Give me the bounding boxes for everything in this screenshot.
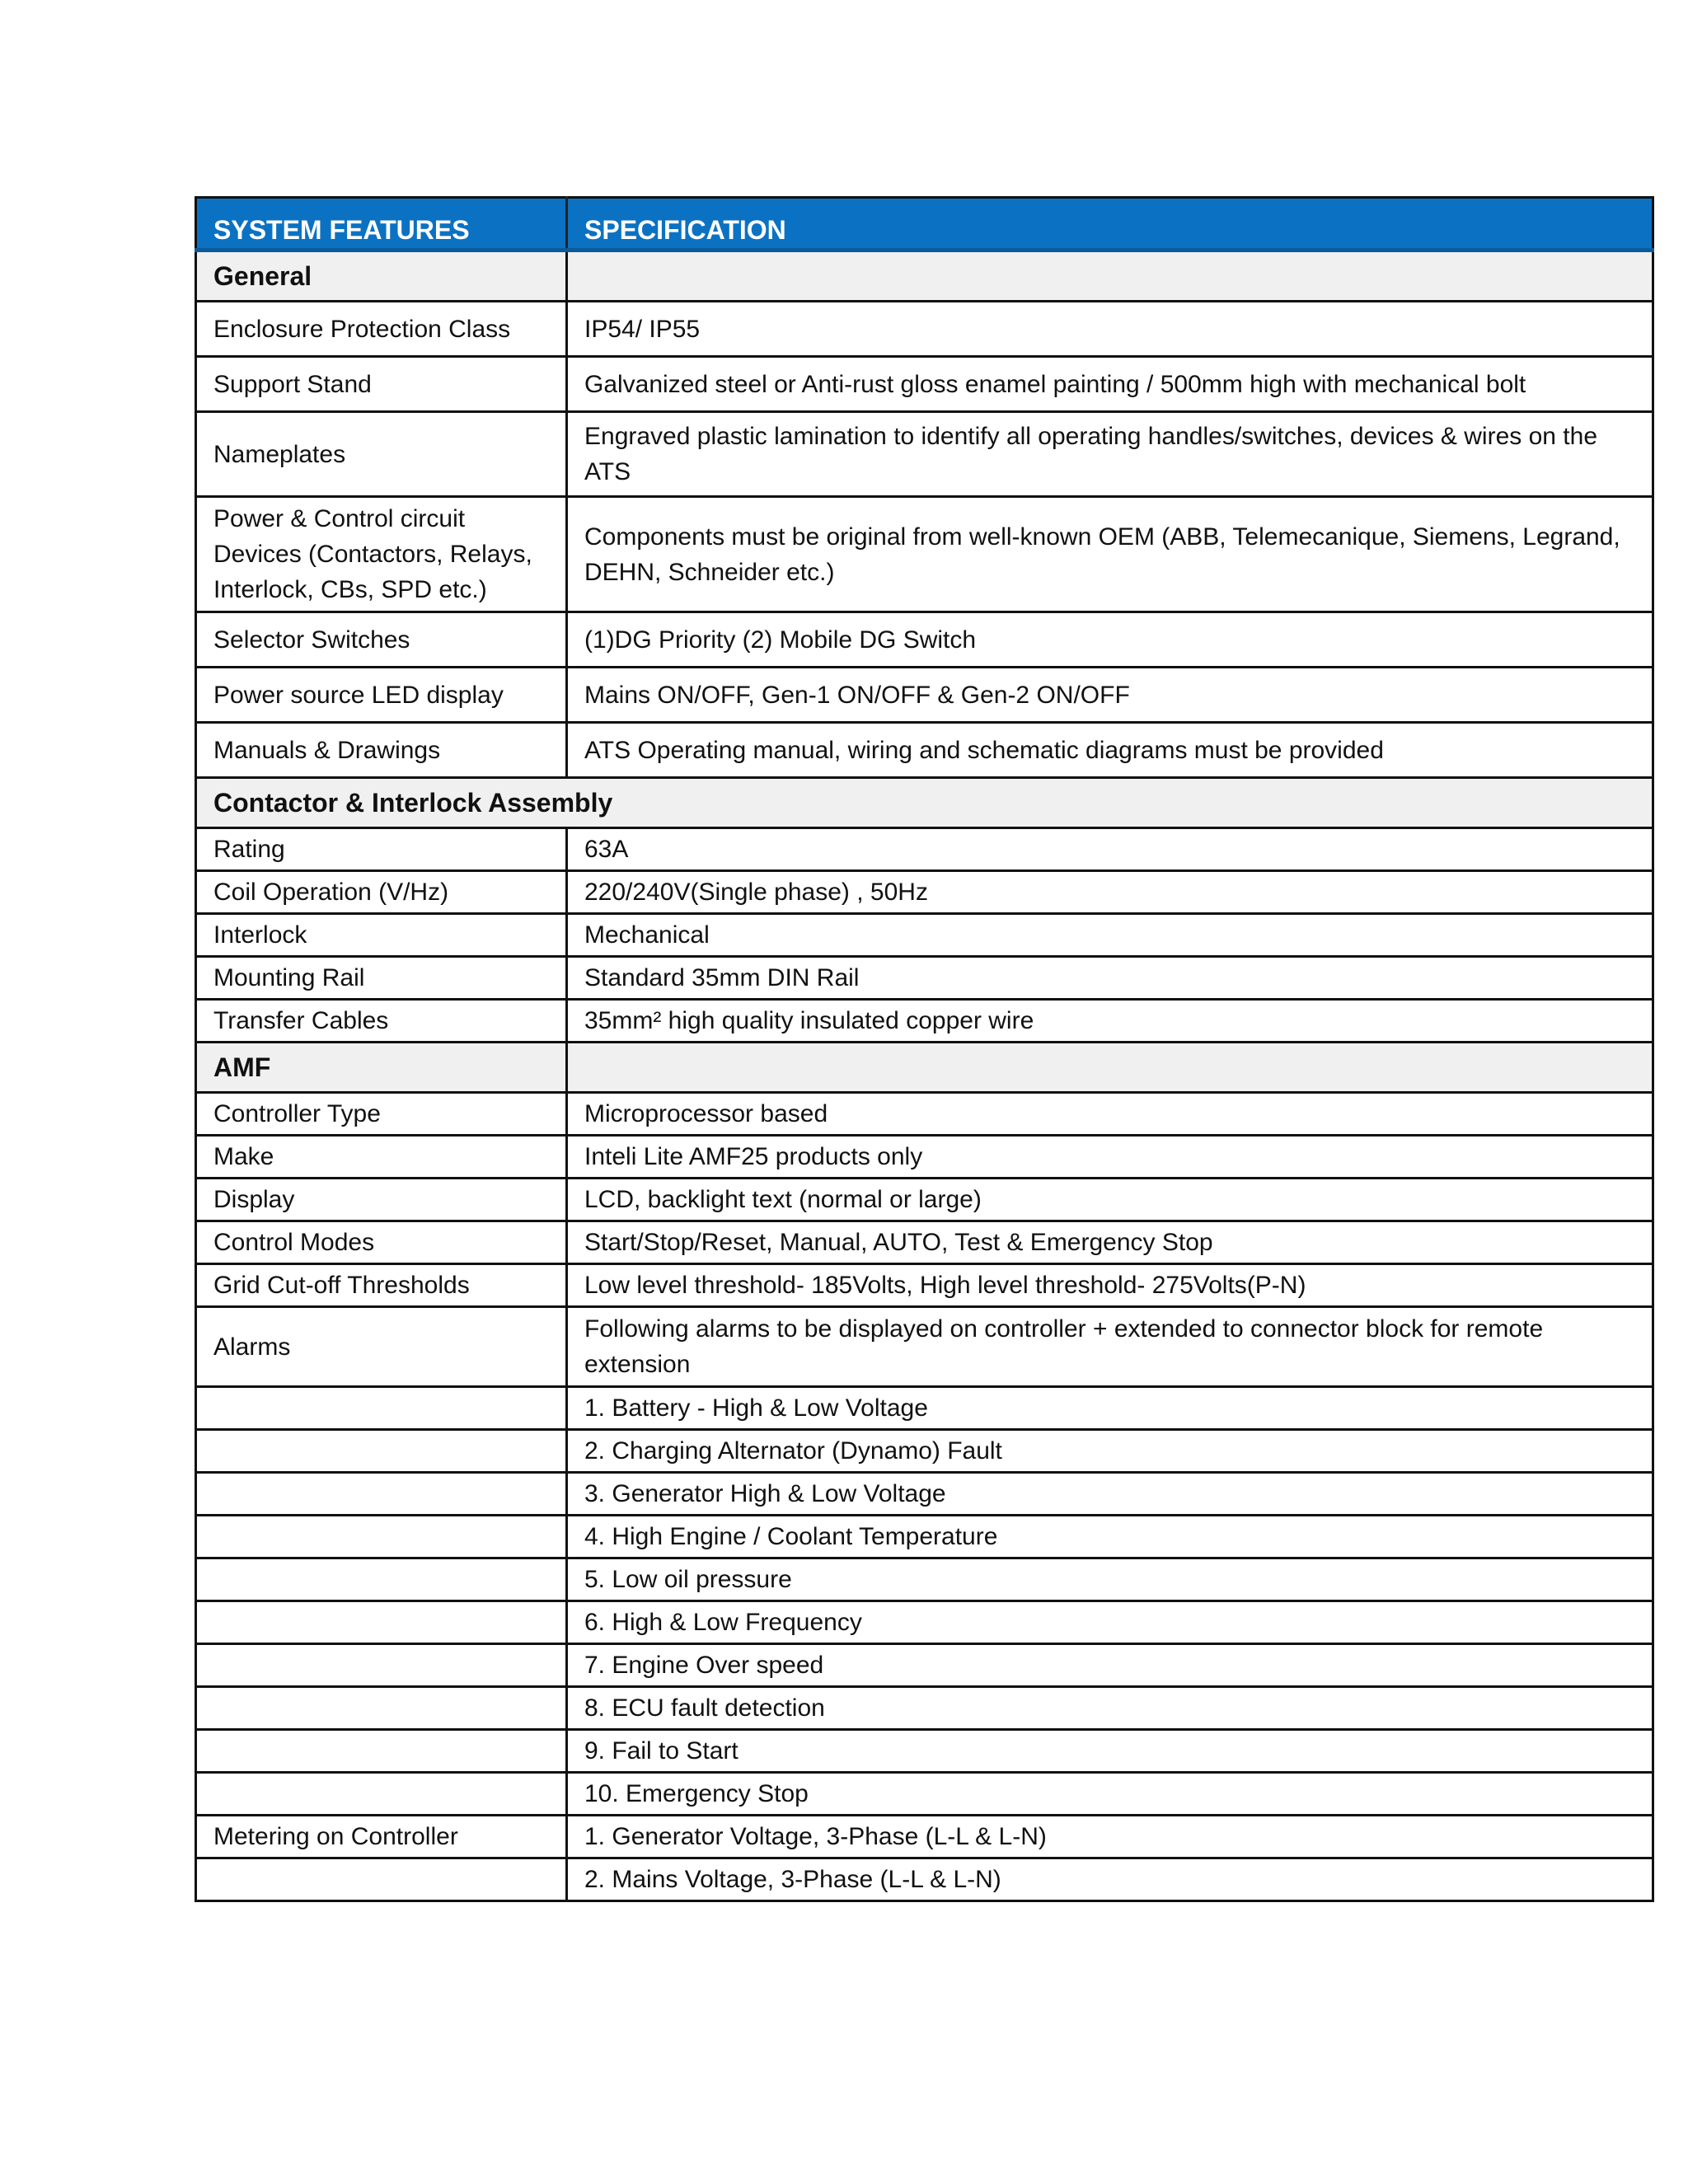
feature-cell: Interlock	[196, 914, 567, 957]
feature-cell	[196, 1858, 567, 1901]
table-row	[196, 1730, 1653, 1773]
header-specification: SPECIFICATION	[567, 198, 1653, 251]
table-row	[196, 1221, 1653, 1264]
table-row	[196, 1558, 1653, 1601]
spec-cell: 2. Charging Alternator (Dynamo) Fault	[567, 1430, 1653, 1473]
table-row	[196, 871, 1653, 914]
feature-cell: Power source LED display	[196, 668, 567, 723]
feature-cell	[196, 1558, 567, 1601]
table-row	[196, 1307, 1653, 1387]
table-row	[196, 1773, 1653, 1816]
table-header-row	[196, 198, 1653, 251]
table-row	[196, 828, 1653, 871]
spec-cell: Mains ON/OFF, Gen-1 ON/OFF & Gen-2 ON/OFF	[567, 668, 1653, 723]
section-row-amf	[196, 1043, 1653, 1093]
spec-cell: Microprocessor based	[567, 1093, 1653, 1136]
spec-cell: LCD, backlight text (normal or large)	[567, 1179, 1653, 1221]
table-row	[196, 1473, 1653, 1516]
spec-cell: Following alarms to be displayed on controller + extended to connector block for remote extension	[567, 1307, 1653, 1387]
section-title: Contactor & Interlock Assembly	[196, 778, 1653, 828]
feature-cell: Transfer Cables	[196, 1000, 567, 1043]
table-row	[196, 1687, 1653, 1730]
header-system-features: SYSTEM FEATURES	[196, 198, 567, 251]
spec-cell: Mechanical	[567, 914, 1653, 957]
feature-cell	[196, 1387, 567, 1430]
feature-cell	[196, 1601, 567, 1644]
feature-cell: Alarms	[196, 1307, 567, 1387]
table-row	[196, 1000, 1653, 1043]
feature-cell: Support Stand	[196, 357, 567, 412]
table-row	[196, 1136, 1653, 1179]
spec-cell: 35mm² high quality insulated copper wire	[567, 1000, 1653, 1043]
table-row	[196, 612, 1653, 668]
spec-cell: Galvanized steel or Anti-rust gloss enamel painting / 500mm high with mechanical bolt	[567, 357, 1653, 412]
table-row	[196, 412, 1653, 497]
section-empty-cell	[567, 251, 1653, 302]
spec-cell: 220/240V(Single phase) , 50Hz	[567, 871, 1653, 914]
section-empty-cell	[567, 1043, 1653, 1093]
spec-cell: (1)DG Priority (2) Mobile DG Switch	[567, 612, 1653, 668]
table-row	[196, 1516, 1653, 1558]
feature-cell	[196, 1773, 567, 1816]
table-row	[196, 1264, 1653, 1307]
spec-cell: 3. Generator High & Low Voltage	[567, 1473, 1653, 1516]
table-row	[196, 1430, 1653, 1473]
spec-cell: 5. Low oil pressure	[567, 1558, 1653, 1601]
spec-cell: Inteli Lite AMF25 products only	[567, 1136, 1653, 1179]
feature-cell: Controller Type	[196, 1093, 567, 1136]
feature-cell: Enclosure Protection Class	[196, 302, 567, 357]
feature-cell: Grid Cut-off Thresholds	[196, 1264, 567, 1307]
spec-cell: Engraved plastic lamination to identify all operating handles/switches, devices & wires on the ATS	[567, 412, 1653, 497]
feature-cell	[196, 1687, 567, 1730]
spec-cell: Low level threshold- 185Volts, High level threshold- 275Volts(P-N)	[567, 1264, 1653, 1307]
table-row	[196, 1858, 1653, 1901]
spec-cell: 8. ECU fault detection	[567, 1687, 1653, 1730]
table-row	[196, 302, 1653, 357]
spec-cell: IP54/ IP55	[567, 302, 1653, 357]
spec-cell: 4. High Engine / Coolant Temperature	[567, 1516, 1653, 1558]
feature-cell: Power & Control circuit Devices (Contactors, Relays, Interlock, CBs, SPD etc.)	[196, 497, 567, 612]
table-row	[196, 1093, 1653, 1136]
feature-cell	[196, 1644, 567, 1687]
feature-cell: Make	[196, 1136, 567, 1179]
spec-cell: 10. Emergency Stop	[567, 1773, 1653, 1816]
table-row	[196, 357, 1653, 412]
table-row	[196, 957, 1653, 1000]
table-row	[196, 1387, 1653, 1430]
feature-cell: Display	[196, 1179, 567, 1221]
table-row	[196, 1179, 1653, 1221]
feature-cell: Manuals & Drawings	[196, 723, 567, 778]
section-title: General	[196, 251, 567, 302]
table-row	[196, 723, 1653, 778]
table-row	[196, 914, 1653, 957]
feature-cell: Selector Switches	[196, 612, 567, 668]
feature-cell	[196, 1516, 567, 1558]
feature-cell	[196, 1430, 567, 1473]
table-row	[196, 1816, 1653, 1858]
spec-cell: 63A	[567, 828, 1653, 871]
spec-cell: 9. Fail to Start	[567, 1730, 1653, 1773]
table-row	[196, 497, 1653, 612]
spec-cell: ATS Operating manual, wiring and schematic diagrams must be provided	[567, 723, 1653, 778]
spec-cell: 2. Mains Voltage, 3-Phase (L-L & L-N)	[567, 1858, 1653, 1901]
spec-cell: Start/Stop/Reset, Manual, AUTO, Test & Emergency Stop	[567, 1221, 1653, 1264]
table-row	[196, 668, 1653, 723]
feature-cell: Nameplates	[196, 412, 567, 497]
feature-cell: Control Modes	[196, 1221, 567, 1264]
section-row-general	[196, 251, 1653, 302]
feature-cell: Coil Operation (V/Hz)	[196, 871, 567, 914]
spec-cell: 1. Battery - High & Low Voltage	[567, 1387, 1653, 1430]
feature-cell: Mounting Rail	[196, 957, 567, 1000]
spec-cell: 6. High & Low Frequency	[567, 1601, 1653, 1644]
feature-cell	[196, 1473, 567, 1516]
table-row	[196, 1601, 1653, 1644]
spec-cell: Components must be original from well-known OEM (ABB, Telemecanique, Siemens, Legrand, DEHN, Schneider etc.)	[567, 497, 1653, 612]
spec-cell: Standard 35mm DIN Rail	[567, 957, 1653, 1000]
section-title: AMF	[196, 1043, 567, 1093]
feature-cell: Rating	[196, 828, 567, 871]
spec-cell: 7. Engine Over speed	[567, 1644, 1653, 1687]
section-row-contactor	[196, 778, 1653, 828]
feature-cell	[196, 1730, 567, 1773]
feature-cell: Metering on Controller	[196, 1816, 567, 1858]
spec-table	[195, 196, 1654, 1902]
spec-cell: 1. Generator Voltage, 3-Phase (L-L & L-N)	[567, 1816, 1653, 1858]
table-row	[196, 1644, 1653, 1687]
